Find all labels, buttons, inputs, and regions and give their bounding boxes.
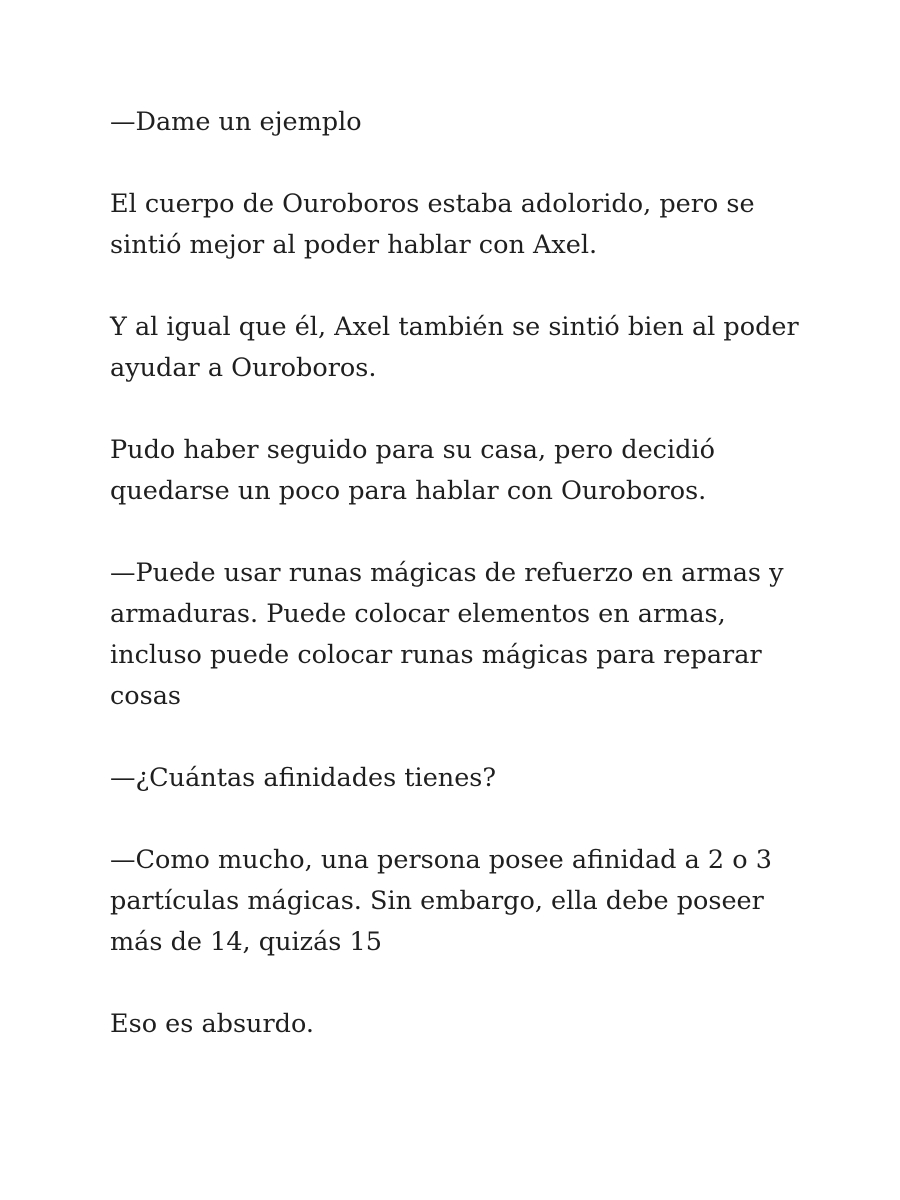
paragraph-absurd: Eso es absurdo. <box>110 1009 314 1039</box>
paragraph-axel-felt-good: Y al igual que él, Axel también se sintió bien al poder ayudar a Ouroboros. <box>110 312 799 383</box>
paragraph-ouroboros-body: El cuerpo de Ouroboros estaba adolorido, pero se sintió mejor al poder hablar con Axel. <box>110 189 755 260</box>
paragraph-affinities-answer: —Como mucho, una persona posee afinidad a 2 o 3 partículas mágicas. Sin embargo, ella debe poseer más de 14, quizás 15 <box>110 845 772 957</box>
paragraph-magic-runes: —Puede usar runas mágicas de refuerzo en armas y armaduras. Puede colocar elementos en armas, incluso puede colocar runas mágicas para reparar cosas <box>110 558 784 711</box>
paragraph-dialogue-example: —Dame un ejemplo <box>110 107 362 137</box>
paragraph-affinities-question: —¿Cuántas afinidades tienes? <box>110 763 497 793</box>
paragraph-stayed-to-talk: Pudo haber seguido para su casa, pero decidió quedarse un poco para hablar con Ouroboros. <box>110 435 715 506</box>
